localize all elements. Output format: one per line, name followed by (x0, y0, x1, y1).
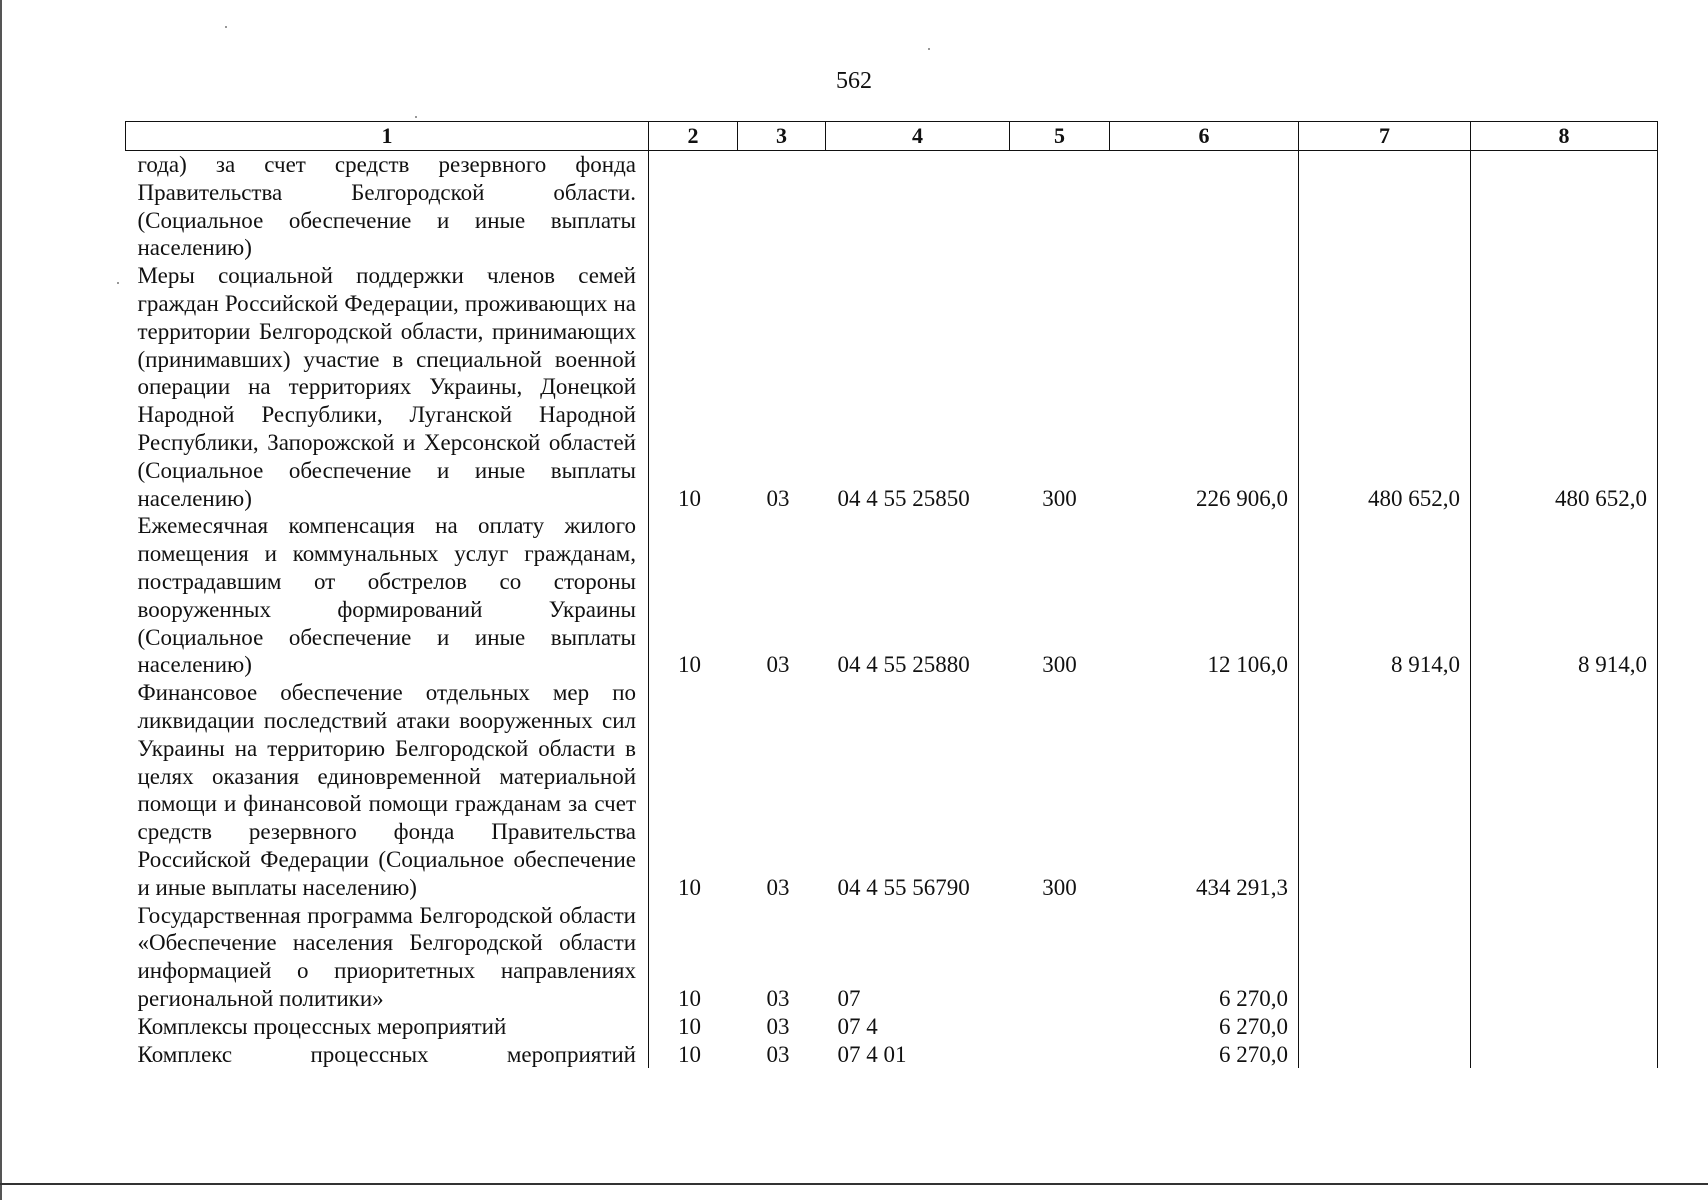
row-vr (1010, 151, 1110, 263)
row-name: года) за счет средств резервного фонда Правительства Белгородской области. (Социальное обеспечение и иные выплаты населению) (126, 151, 649, 263)
table-row (126, 1013, 1658, 1041)
row-csr: 07 4 01 (837, 1041, 907, 1067)
row-year1: 6 270,0 (1110, 902, 1299, 1013)
row-name: Комплексы процессных мероприятий (126, 1013, 649, 1041)
row-vr: 300 (1042, 485, 1077, 511)
row-year3: 8 914,0 (1471, 512, 1658, 679)
row-name: Государственная программа Белгородской области «Обеспечение населения Белгородской области информацией о приоритетных направлениях региональной политики» (126, 902, 649, 1013)
table-row (126, 262, 1658, 512)
table-row (126, 902, 1658, 1013)
row-vr: 300 (1042, 652, 1077, 678)
row-razdel: 10 (678, 874, 701, 900)
row-year3 (1471, 902, 1658, 1013)
row-podrazdel: 03 (766, 652, 790, 678)
row-year1: 12 106,0 (1110, 512, 1299, 679)
row-podrazdel: 03 (766, 485, 790, 511)
table-row (126, 151, 1658, 263)
row-podrazdel: 03 (766, 1041, 790, 1067)
row-year2: 8 914,0 (1299, 512, 1471, 679)
column-header-vr: 5 (1010, 122, 1110, 151)
row-year1: 6 270,0 (1110, 1041, 1299, 1069)
row-csr (826, 151, 1010, 263)
row-year2 (1299, 902, 1471, 1013)
column-header-year3: 8 (1471, 122, 1658, 151)
row-name: Меры социальной поддержки членов семей граждан Российской Федерации, проживающих на территории Белгородской области, принимающих (принимавших) участие в специальной военной операции на территориях Украины, Донецкой Народной Республики, Луганской Народной Республики, Запорожской и Херсонской областей (Социальное обеспечение и иные выплаты населению) (126, 262, 649, 512)
row-year3 (1471, 679, 1658, 901)
row-year3 (1471, 151, 1658, 263)
table-row (126, 679, 1658, 901)
row-podrazdel: 03 (766, 874, 790, 900)
scan-speck (928, 48, 930, 50)
row-year1: 226 906,0 (1110, 262, 1299, 512)
row-podrazdel: 03 (766, 985, 790, 1011)
row-razdel: 10 (678, 1013, 701, 1039)
row-razdel (649, 151, 738, 263)
column-header-razdel: 2 (649, 122, 738, 151)
row-csr: 04 4 55 25880 (837, 652, 970, 678)
row-name: Финансовое обеспечение отдельных мер по ликвидации последствий атаки вооруженных сил Украины на территорию Белгородской области в целях оказания единовременной материальной помощи и финансовой помощи гражданам за счет средств резервного фонда Правительства Российской Федерации (Социальное обеспечение и иные выплаты населению) (126, 679, 649, 901)
row-csr: 07 4 (837, 1013, 878, 1039)
column-header-name: 1 (126, 122, 649, 151)
row-csr: 04 4 55 25850 (837, 485, 970, 511)
row-year1: 6 270,0 (1110, 1013, 1299, 1041)
column-header-csr: 4 (826, 122, 1010, 151)
row-year2 (1299, 151, 1471, 263)
row-name: Комплекс процессных мероприятий (126, 1041, 649, 1069)
table-row (126, 1041, 1658, 1069)
column-header-year2: 7 (1299, 122, 1471, 151)
scan-left-edge (0, 0, 2, 1200)
scan-speck (117, 282, 119, 284)
row-year2 (1299, 679, 1471, 901)
row-year1 (1110, 151, 1299, 263)
row-vr (1010, 1013, 1110, 1041)
scan-bottom-edge (0, 1183, 1708, 1185)
scan-speck (415, 116, 417, 118)
row-razdel: 10 (678, 1041, 701, 1067)
row-year3 (1471, 1013, 1658, 1041)
row-podrazdel: 03 (766, 1013, 790, 1039)
column-header-year1: 6 (1110, 122, 1299, 151)
table-row (126, 512, 1658, 679)
scan-speck (225, 26, 227, 28)
table-header-row (126, 122, 1658, 151)
row-vr (1010, 902, 1110, 1013)
row-razdel: 10 (678, 985, 701, 1011)
row-year1: 434 291,3 (1110, 679, 1299, 901)
row-name: Ежемесячная компенсация на оплату жилого помещения и коммунальных услуг гражданам, пострадавшим от обстрелов со стороны вооруженных формирований Украины (Социальное обеспечение и иные выплаты населению) (126, 512, 649, 679)
column-header-podrazdel: 3 (738, 122, 826, 151)
row-vr: 300 (1042, 874, 1077, 900)
row-csr: 07 (837, 985, 861, 1011)
row-razdel: 10 (678, 652, 701, 678)
row-year2 (1299, 1013, 1471, 1041)
page-number: 562 (836, 68, 872, 94)
row-podrazdel (738, 151, 826, 263)
budget-table (125, 121, 1658, 1068)
row-year2 (1299, 1041, 1471, 1069)
row-year3 (1471, 1041, 1658, 1069)
row-csr: 04 4 55 56790 (837, 874, 970, 900)
row-year2: 480 652,0 (1299, 262, 1471, 512)
row-year3: 480 652,0 (1471, 262, 1658, 512)
row-vr (1010, 1041, 1110, 1069)
row-razdel: 10 (678, 485, 701, 511)
